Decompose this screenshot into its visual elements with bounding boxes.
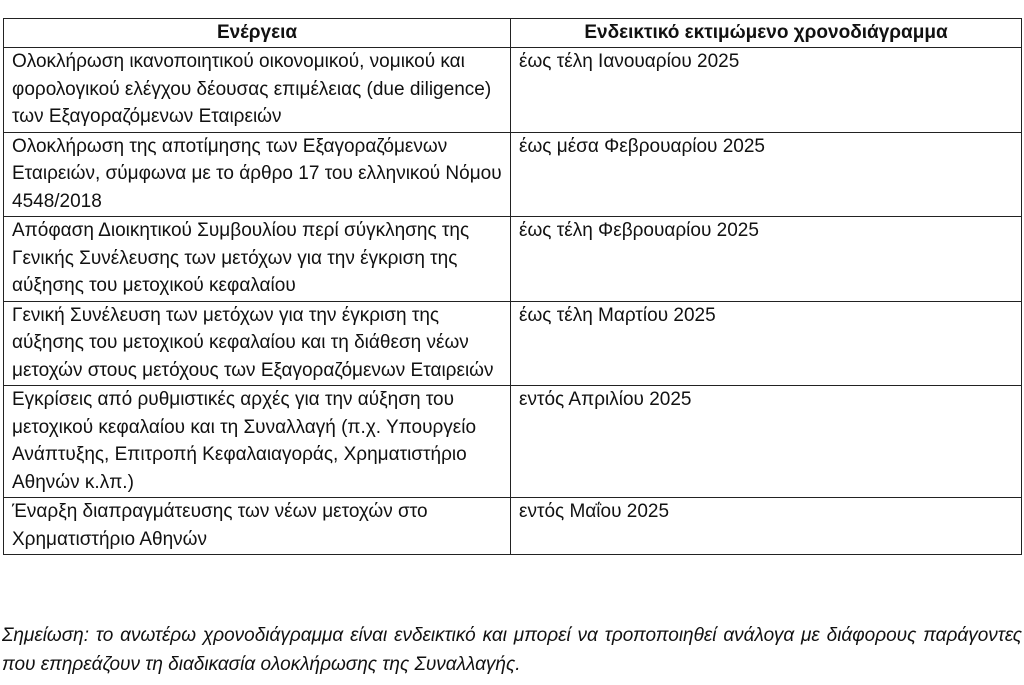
footnote: Σημείωση: το ανωτέρω χρονοδιάγραμμα είναι ενδεικτικό και μπορεί να τροποποιηθεί ανάλογα με διάφορους παράγοντες που επηρεάζουν τη διαδικασία ολοκλήρωσης της Συναλλαγής. (2, 625, 1022, 675)
timeline-cell: έως τέλη Ιανουαρίου 2025 (511, 48, 1022, 133)
table-row (4, 301, 1022, 386)
timeline-cell: έως τέλη Φεβρουαρίου 2025 (511, 217, 1022, 302)
action-cell: Εγκρίσεις από ρυθμιστικές αρχές για την αύξηση του μετοχικού κεφαλαίου και τη Συναλλαγή (π.χ. Υπουργείο Ανάπτυξης, Επιτροπή Κεφαλαιαγοράς, Χρηματιστήριο Αθηνών κ.λπ.) (4, 386, 511, 498)
timeline-cell: έως τέλη Μαρτίου 2025 (511, 301, 1022, 386)
header-action: Ενέργεια (4, 19, 511, 48)
header-timeline: Ενδεικτικό εκτιμώμενο χρονοδιάγραμμα (511, 19, 1022, 48)
action-cell: Έναρξη διαπραγμάτευσης των νέων μετοχών στο Χρηματιστήριο Αθηνών (4, 498, 511, 555)
action-cell: Απόφαση Διοικητικού Συμβουλίου περί σύγκλησης της Γενικής Συνέλευσης των μετόχων για την έγκριση της αύξησης του μετοχικού κεφαλαίου (4, 217, 511, 302)
timeline-cell: εντός Απριλίου 2025 (511, 386, 1022, 498)
table-row (4, 498, 1022, 555)
table-row (4, 132, 1022, 217)
timeline-table (3, 18, 1022, 555)
action-cell: Ολοκλήρωση ικανοποιητικού οικονομικού, νομικού και φορολογικού ελέγχου δέουσας επιμέλειας (due diligence) των Εξαγοραζόμενων Εταιρειών (4, 48, 511, 133)
table-row (4, 386, 1022, 498)
table-row (4, 217, 1022, 302)
table-row (4, 48, 1022, 133)
timeline-cell: έως μέσα Φεβρουαρίου 2025 (511, 132, 1022, 217)
table-header-row (4, 19, 1022, 48)
action-cell: Γενική Συνέλευση των μετόχων για την έγκριση της αύξησης του μετοχικού κεφαλαίου και τη διάθεση νέων μετοχών στους μετόχους των Εξαγοραζόμενων Εταιρειών (4, 301, 511, 386)
timeline-cell: εντός Μαΐου 2025 (511, 498, 1022, 555)
action-cell: Ολοκλήρωση της αποτίμησης των Εξαγοραζόμενων Εταιρειών, σύμφωνα με το άρθρο 17 του ελληνικού Νόμου 4548/2018 (4, 132, 511, 217)
